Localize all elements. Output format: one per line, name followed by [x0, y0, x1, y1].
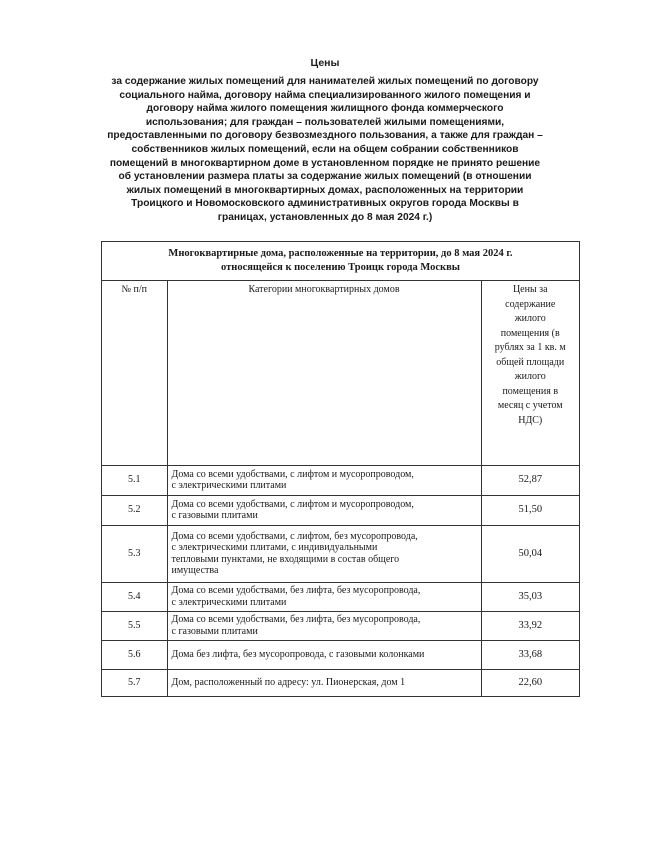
price-grid: [102, 281, 579, 696]
table-row: [102, 495, 579, 525]
category-line: с электрическими плитами, с индивидуальными: [171, 542, 378, 553]
row-number: 5.1: [102, 465, 167, 495]
subtitle-line: за содержание жилых помещений для нанимателей жилых помещений по договору: [111, 76, 539, 87]
table-caption: [102, 242, 579, 281]
table-header-row: [102, 281, 579, 465]
subtitle-line: использования; для граждан – пользователей жилыми помещениями,: [145, 116, 505, 128]
row-number: 5.6: [102, 640, 167, 669]
row-number: 5.5: [102, 611, 167, 640]
header-price-line: Цены за: [512, 284, 548, 295]
subtitle-line: границах, установленных до 8 мая 2024 г.): [217, 211, 433, 223]
table-row: [102, 525, 579, 582]
row-number: 5.2: [102, 495, 167, 525]
header-price-line: месяц с учетом: [497, 400, 563, 411]
category-line: Дом, расположенный по адресу: ул. Пионерская, дом 1: [171, 677, 406, 688]
row-price: 52,87: [481, 465, 579, 495]
table-row: [102, 582, 579, 611]
document-subtitle: [95, 75, 555, 225]
row-number: 5.4: [102, 582, 167, 611]
category-line: Дома со всеми удобствами, с лифтом и мусоропроводом,: [171, 498, 414, 510]
row-category: [167, 495, 481, 525]
header-price-line: рублях за 1 кв. м: [494, 342, 566, 353]
row-category: [167, 465, 481, 495]
subtitle-line: об установлении размера платы за содержание жилых помещений (в отношении: [118, 171, 532, 183]
row-price: 50,04: [481, 525, 579, 582]
caption-line: относящейся к поселению Троицк города Москвы: [221, 262, 460, 273]
category-line: Дома со всеми удобствами, с лифтом и мусоропроводом,: [171, 468, 414, 480]
category-line: Дома со всеми удобствами, без лифта, без мусоропровода,: [171, 614, 421, 625]
header-price-line: помещения (в: [500, 327, 560, 339]
subtitle-line: собственников жилых помещений, если на общем собрании собственников: [131, 143, 519, 155]
table-row: [102, 611, 579, 640]
header-price-line: жилого: [514, 313, 546, 324]
category-line: с газовыми плитами: [171, 510, 258, 521]
row-category: [167, 640, 481, 669]
header-price-line: помещения в: [502, 385, 559, 397]
category-line: с электрическими плитами: [171, 596, 287, 608]
subtitle-line: Троицкого и Новомосковского административных округов города Москвы в: [131, 198, 519, 210]
header-category: Категории многоквартирных домов: [167, 281, 481, 465]
row-number: 5.3: [102, 525, 167, 582]
category-line: Дома со всеми удобствами, с лифтом, без мусоропровода,: [171, 530, 418, 542]
row-category: [167, 611, 481, 640]
subtitle-line: договору найма жилого помещения жилищного фонда коммерческого: [146, 103, 504, 115]
category-line: имущества: [171, 565, 219, 576]
subtitle-line: жилых помещений в многоквартирных домах, расположенных на территории: [126, 184, 524, 196]
table-row: [102, 465, 579, 495]
subtitle-line: социального найма, договору найма специализированного жилого помещения и: [119, 89, 531, 101]
row-price: 22,60: [481, 669, 579, 696]
header-price-line: жилого: [514, 371, 546, 382]
row-number: 5.7: [102, 669, 167, 696]
table-row: [102, 669, 579, 696]
header-number: № п/п: [102, 281, 167, 465]
header-price: [481, 281, 579, 465]
header-price-line: общей площади: [496, 356, 565, 368]
category-line: тепловыми пунктами, не входящими в состав общего: [171, 553, 400, 565]
document-title: Цены: [310, 57, 340, 69]
row-price: 51,50: [481, 495, 579, 525]
row-price: 35,03: [481, 582, 579, 611]
category-line: Дома со всеми удобствами, без лифта, без мусоропровода,: [171, 585, 421, 596]
row-category: [167, 582, 481, 611]
row-price: 33,92: [481, 611, 579, 640]
row-category: [167, 669, 481, 696]
category-line: с электрическими плитами: [171, 480, 287, 491]
caption-line: Многоквартирные дома, расположенные на территории, до 8 мая 2024 г.: [168, 248, 513, 259]
row-category: [167, 525, 481, 582]
price-table: [101, 241, 580, 697]
table-row: [102, 640, 579, 669]
row-price: 33,68: [481, 640, 579, 669]
subtitle-line: предоставленными по договору безвозмездного пользования, а также для граждан –: [107, 130, 543, 142]
category-line: Дома без лифта, без мусоропровода, с газовыми колонками: [171, 648, 425, 660]
category-line: с газовыми плитами: [171, 625, 258, 637]
header-price-line: содержание: [505, 298, 556, 310]
subtitle-line: помещений в многоквартирном доме в установленном порядке не принято решение: [109, 157, 541, 169]
header-price-line: НДС): [518, 414, 543, 426]
